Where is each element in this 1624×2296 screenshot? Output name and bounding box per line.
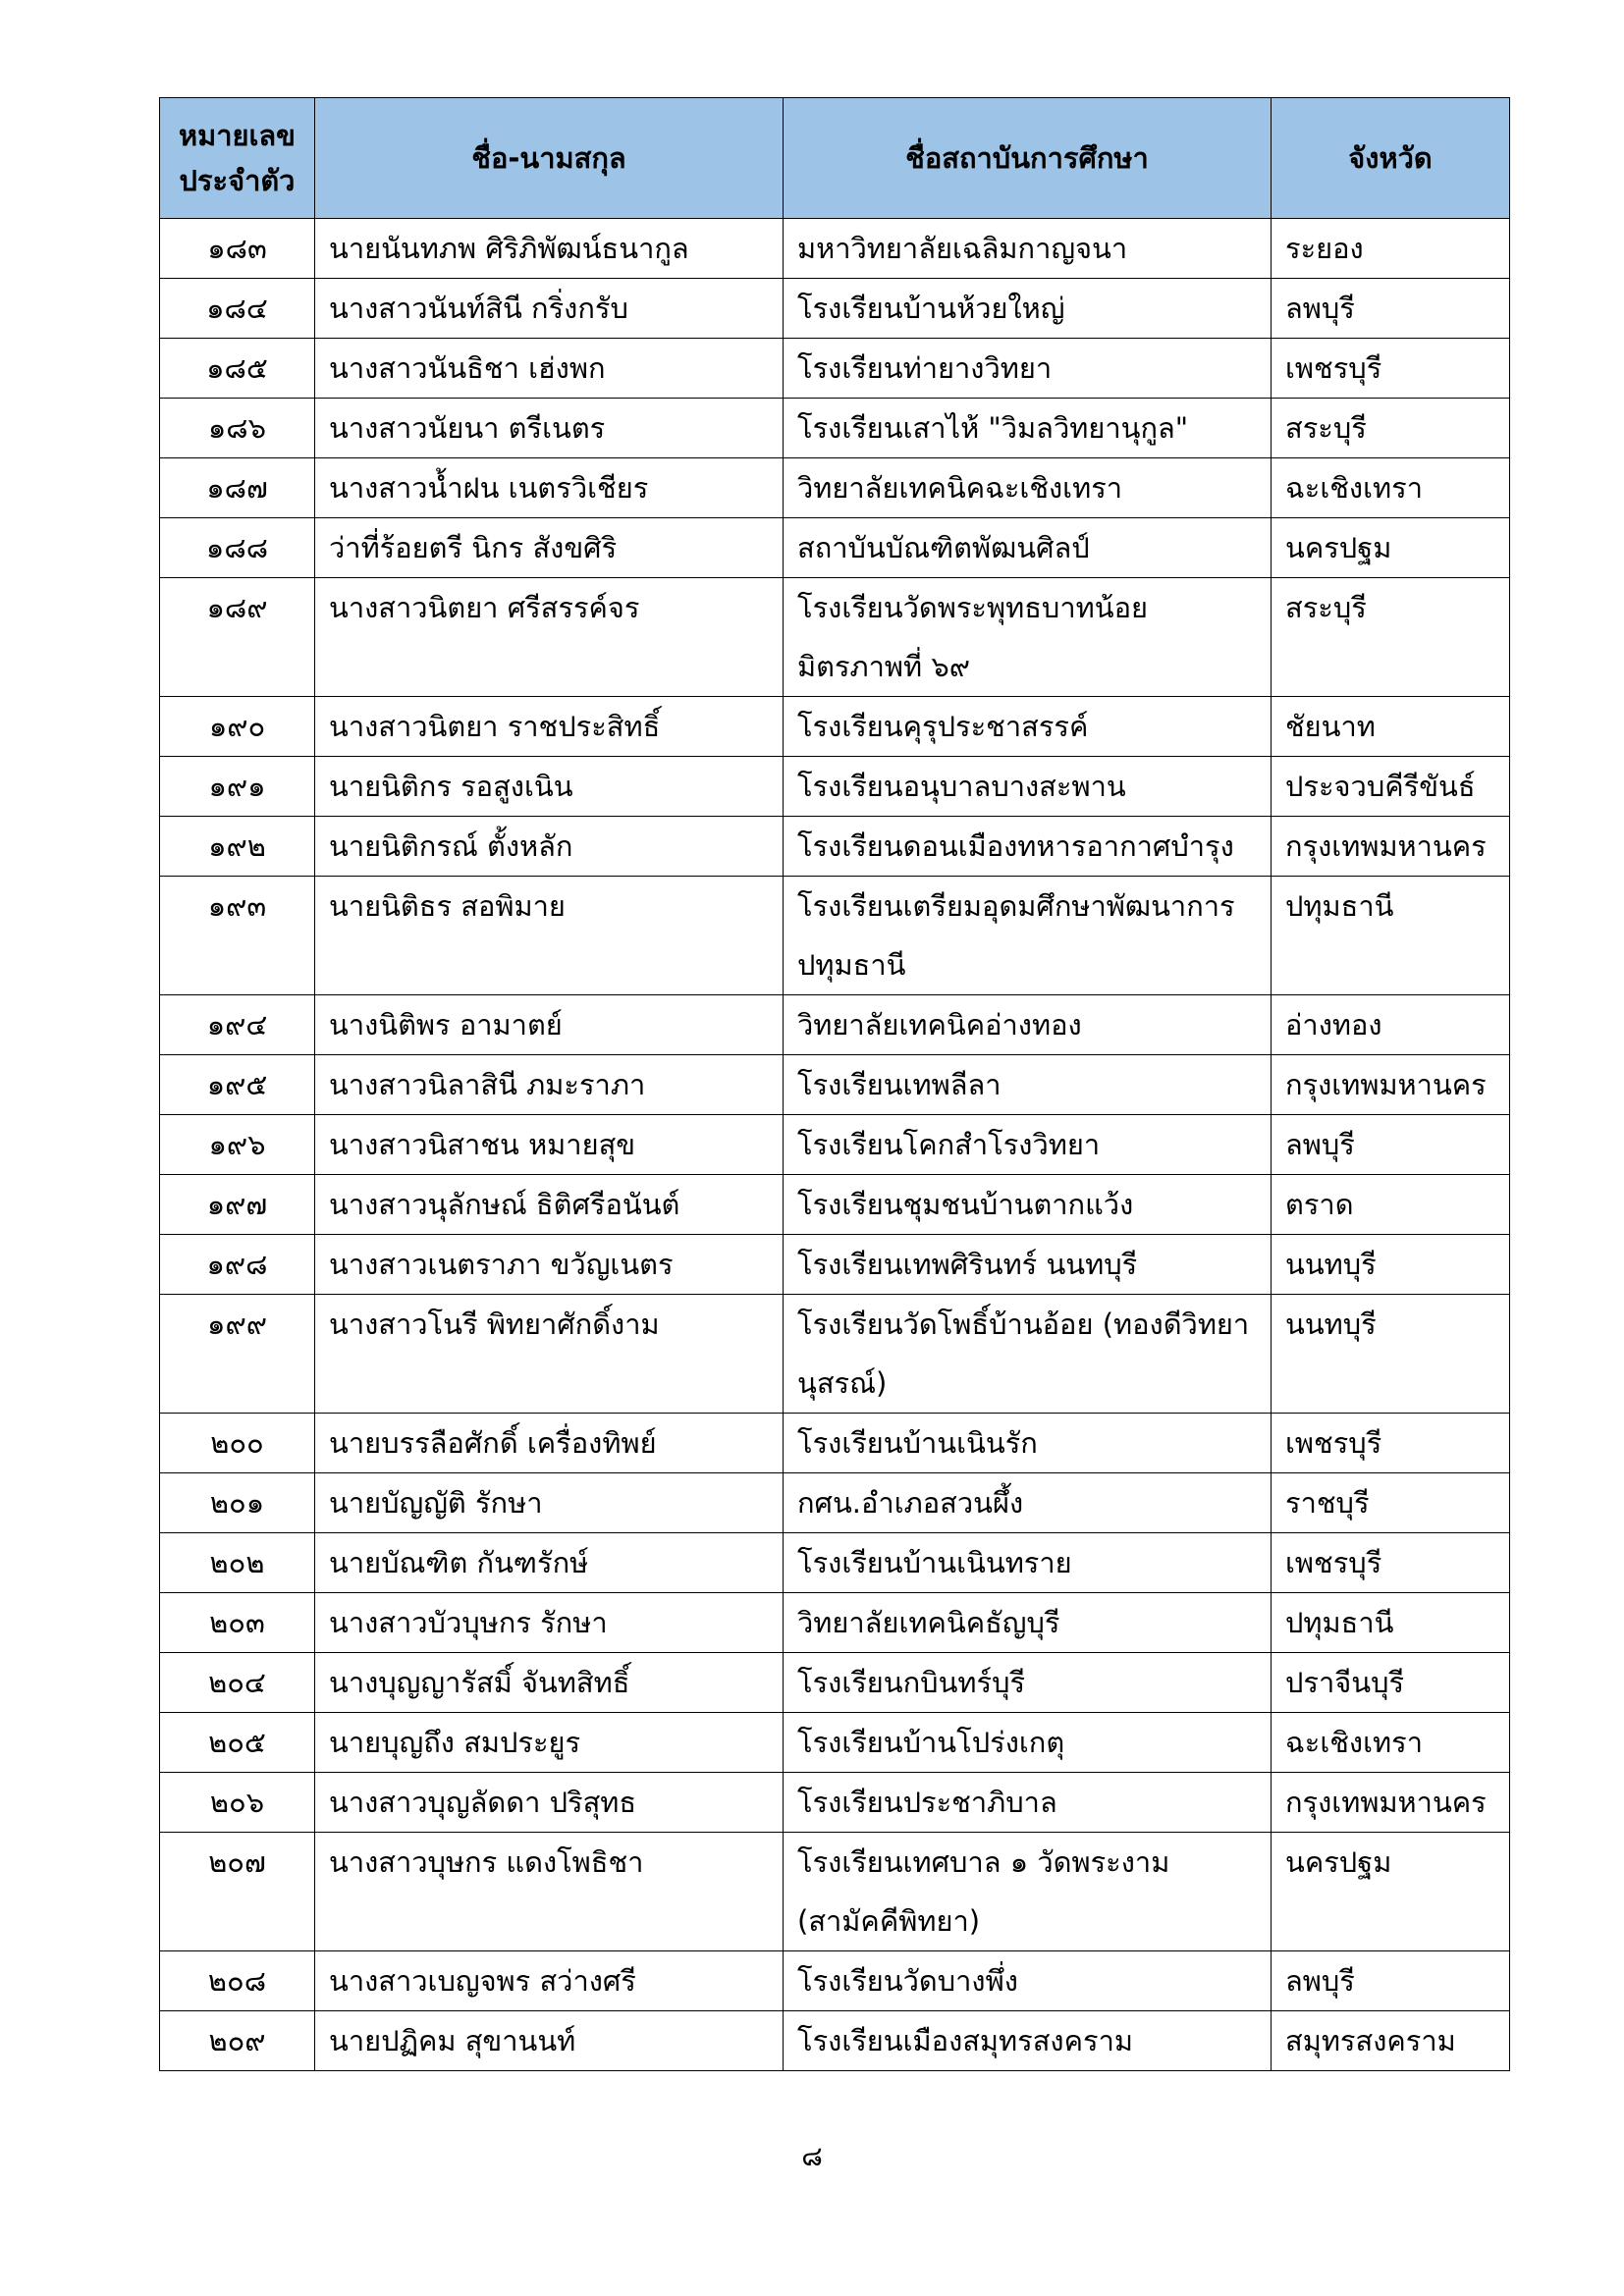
cell-full-name: นางสาวบุษกร แดงโพธิชา	[315, 1833, 784, 1951]
table-row	[160, 458, 1510, 518]
institution-line-1: โรงเรียนวัดโพธิ์บ้านอ้อย (ทองดีวิทยา	[797, 1308, 1250, 1341]
cell-id-number: ๑๙๖	[160, 1115, 315, 1175]
institution-line-1: โรงเรียนเทพศิรินทร์ นนทบุรี	[797, 1248, 1138, 1281]
table-row	[160, 1713, 1510, 1773]
table-row	[160, 399, 1510, 458]
institution-line-1: โรงเรียนคุรุประชาสรรค์	[797, 710, 1089, 743]
institution-line-1: โรงเรียนเทศบาล ๑ วัดพระงาม	[797, 1845, 1170, 1879]
cell-institution	[784, 1175, 1272, 1235]
table-row	[160, 518, 1510, 578]
cell-province: ปทุมธานี	[1272, 1593, 1510, 1653]
cell-province: สมุทรสงคราม	[1272, 2011, 1510, 2071]
cell-province: ลพบุรี	[1272, 279, 1510, 339]
header-institution: ชื่อสถาบันการศึกษา	[784, 98, 1272, 219]
cell-id-number: ๑๘๘	[160, 518, 315, 578]
cell-province: ระยอง	[1272, 219, 1510, 279]
cell-id-number: ๑๙๗	[160, 1175, 315, 1235]
cell-province: เพชรบุรี	[1272, 1533, 1510, 1593]
cell-id-number: ๒๐๙	[160, 2011, 315, 2071]
institution-line-1: โรงเรียนโคกสำโรงวิทยา	[797, 1128, 1101, 1161]
cell-full-name: นางสาวนิสาชน หมายสุข	[315, 1115, 784, 1175]
cell-institution	[784, 1414, 1272, 1473]
cell-full-name: นายนิติธร สอพิมาย	[315, 877, 784, 995]
cell-id-number: ๒๐๑	[160, 1473, 315, 1533]
table-row	[160, 817, 1510, 877]
cell-full-name: นายนันทภพ ศิริภิพัฒน์ธนากูล	[315, 219, 784, 279]
cell-province: เพชรบุรี	[1272, 1414, 1510, 1473]
institution-line-2: ปทุมธานี	[797, 948, 906, 982]
institution-line-2: มิตรภาพที่ ๖๙	[797, 650, 971, 683]
cell-province: อ่างทอง	[1272, 995, 1510, 1055]
institution-line-1: วิทยาลัยเทคนิคฉะเชิงเทรา	[797, 471, 1123, 505]
cell-full-name: นางสาวบัวบุษกร รักษา	[315, 1593, 784, 1653]
cell-province: ชัยนาท	[1272, 697, 1510, 757]
institution-line-1: โรงเรียนบ้านห้วยใหญ่	[797, 292, 1065, 325]
institution-line-1: โรงเรียนบ้านโปร่งเกตุ	[797, 1726, 1065, 1759]
institution-line-1: โรงเรียนบ้านเนินรัก	[797, 1426, 1038, 1460]
cell-full-name: นางสาวนิลาสินี ภมะราภา	[315, 1055, 784, 1115]
cell-full-name: ว่าที่ร้อยตรี นิกร สังขศิริ	[315, 518, 784, 578]
cell-institution	[784, 757, 1272, 817]
institution-line-1: โรงเรียนประชาภิบาล	[797, 1786, 1057, 1819]
table-row	[160, 1295, 1510, 1414]
cell-full-name: นางสาวเบญจพร สว่างศรี	[315, 1951, 784, 2011]
table-row	[160, 1115, 1510, 1175]
cell-id-number: ๑๙๕	[160, 1055, 315, 1115]
cell-institution	[784, 995, 1272, 1055]
table-row	[160, 578, 1510, 697]
table-row	[160, 1473, 1510, 1533]
cell-full-name: นายบัณฑิต กันฑรักษ์	[315, 1533, 784, 1593]
cell-full-name: นายปฏิคม สุขานนท์	[315, 2011, 784, 2071]
table-row	[160, 697, 1510, 757]
cell-institution	[784, 817, 1272, 877]
cell-full-name: นางสาวนันท์สินี กริ่งกรับ	[315, 279, 784, 339]
cell-institution	[784, 1295, 1272, 1414]
institution-line-1: สถาบันบัณฑิตพัฒนศิลป์	[797, 531, 1090, 564]
table-row	[160, 1773, 1510, 1833]
cell-id-number: ๑๘๔	[160, 279, 315, 339]
cell-province: สระบุรี	[1272, 399, 1510, 458]
page-number: ๘	[801, 2140, 823, 2172]
table-row	[160, 995, 1510, 1055]
cell-id-number: ๑๙๐	[160, 697, 315, 757]
cell-province: กรุงเทพมหานคร	[1272, 817, 1510, 877]
cell-province: ลพบุรี	[1272, 1951, 1510, 2011]
header-full-name: ชื่อ-นามสกุล	[315, 98, 784, 219]
cell-id-number: ๒๐๒	[160, 1533, 315, 1593]
cell-id-number: ๑๘๙	[160, 578, 315, 697]
institution-line-1: มหาวิทยาลัยเฉลิมกาญจนา	[797, 232, 1128, 265]
institution-line-1: โรงเรียนเทพลีลา	[797, 1068, 1001, 1101]
cell-institution	[784, 578, 1272, 697]
institution-line-1: โรงเรียนอนุบาลบางสะพาน	[797, 770, 1126, 803]
cell-id-number: ๒๐๘	[160, 1951, 315, 2011]
institution-line-1: โรงเรียนเมืองสมุทรสงคราม	[797, 2024, 1133, 2057]
cell-institution	[784, 877, 1272, 995]
institution-line-1: โรงเรียนเตรียมอุดมศึกษาพัฒนาการ	[797, 889, 1235, 923]
cell-full-name: นางสาวบุญลัดดา ปริสุทธ	[315, 1773, 784, 1833]
table-body	[160, 219, 1510, 2071]
cell-full-name: นางนิติพร อามาตย์	[315, 995, 784, 1055]
cell-institution	[784, 1951, 1272, 2011]
cell-id-number: ๒๐๗	[160, 1833, 315, 1951]
roster-table	[159, 97, 1510, 2071]
cell-full-name: นางสาวน้ำฝน เนตรวิเชียร	[315, 458, 784, 518]
header-id-number: หมายเลข ประจำตัว	[160, 98, 315, 219]
institution-line-2: นุสรณ์)	[797, 1366, 888, 1400]
table-row	[160, 1653, 1510, 1713]
table-row	[160, 1533, 1510, 1593]
cell-full-name: นางบุญญารัสมิ์ จันทสิทธิ์	[315, 1653, 784, 1713]
table-row	[160, 2011, 1510, 2071]
cell-province: นนทบุรี	[1272, 1295, 1510, 1414]
institution-line-1: โรงเรียนวัดพระพุทธบาทน้อย	[797, 591, 1148, 624]
cell-full-name: นายนิติกรณ์ ตั้งหลัก	[315, 817, 784, 877]
cell-province: สระบุรี	[1272, 578, 1510, 697]
cell-institution	[784, 1115, 1272, 1175]
cell-full-name: นางสาวนันธิชา เฮ่งพก	[315, 339, 784, 399]
cell-institution	[784, 1653, 1272, 1713]
cell-institution	[784, 1833, 1272, 1951]
institution-line-1: โรงเรียนท่ายางวิทยา	[797, 351, 1053, 385]
institution-line-1: โรงเรียนบ้านเนินทราย	[797, 1546, 1072, 1579]
cell-institution	[784, 1593, 1272, 1653]
cell-province: นครปฐม	[1272, 518, 1510, 578]
cell-province: นครปฐม	[1272, 1833, 1510, 1951]
table-row	[160, 339, 1510, 399]
cell-institution	[784, 2011, 1272, 2071]
cell-id-number: ๑๙๒	[160, 817, 315, 877]
cell-province: ลพบุรี	[1272, 1115, 1510, 1175]
institution-line-1: โรงเรียนเสาไห้ "วิมลวิทยานุกูล"	[797, 411, 1189, 445]
cell-institution	[784, 1235, 1272, 1295]
cell-province: ประจวบคีรีขันธ์	[1272, 757, 1510, 817]
cell-id-number: ๑๘๖	[160, 399, 315, 458]
table-row	[160, 219, 1510, 279]
cell-id-number: ๑๘๗	[160, 458, 315, 518]
cell-full-name: นางสาวนุลักษณ์ ธิติศรีอนันต์	[315, 1175, 784, 1235]
cell-id-number: ๒๐๔	[160, 1653, 315, 1713]
institution-line-2: (สามัคคีพิทยา)	[797, 1904, 981, 1938]
cell-full-name: นายนิติกร รอสูงเนิน	[315, 757, 784, 817]
cell-full-name: นายบุญถึง สมประยูร	[315, 1713, 784, 1773]
institution-line-1: โรงเรียนวัดบางพึ่ง	[797, 1964, 1018, 1998]
table-row	[160, 1055, 1510, 1115]
cell-id-number: ๑๙๓	[160, 877, 315, 995]
cell-institution	[784, 1533, 1272, 1593]
cell-institution	[784, 1055, 1272, 1115]
cell-institution	[784, 518, 1272, 578]
cell-province: กรุงเทพมหานคร	[1272, 1773, 1510, 1833]
table-row	[160, 1951, 1510, 2011]
cell-id-number: ๒๐๖	[160, 1773, 315, 1833]
cell-full-name: นางสาวนิตยา ศรีสรรค์จร	[315, 578, 784, 697]
cell-institution	[784, 1473, 1272, 1533]
cell-full-name: นางสาวเนตราภา ขวัญเนตร	[315, 1235, 784, 1295]
institution-line-1: กศน.อำเภอสวนผึ้ง	[797, 1486, 1024, 1520]
cell-province: ราชบุรี	[1272, 1473, 1510, 1533]
cell-province: ปราจีนบุรี	[1272, 1653, 1510, 1713]
cell-institution	[784, 697, 1272, 757]
cell-id-number: ๑๘๓	[160, 219, 315, 279]
cell-full-name: นายบัญญัติ รักษา	[315, 1473, 784, 1533]
cell-institution	[784, 1713, 1272, 1773]
cell-id-number: ๑๙๙	[160, 1295, 315, 1414]
table-row	[160, 877, 1510, 995]
table-row	[160, 757, 1510, 817]
cell-institution	[784, 219, 1272, 279]
institution-line-1: โรงเรียนดอนเมืองทหารอากาศบำรุง	[797, 829, 1234, 863]
cell-id-number: ๑๙๑	[160, 757, 315, 817]
cell-full-name: นางสาวนัยนา ตรีเนตร	[315, 399, 784, 458]
cell-full-name: นางสาวนิตยา ราชประสิทธิ์	[315, 697, 784, 757]
cell-institution	[784, 279, 1272, 339]
cell-id-number: ๑๙๘	[160, 1235, 315, 1295]
cell-institution	[784, 339, 1272, 399]
cell-id-number: ๑๙๔	[160, 995, 315, 1055]
cell-institution	[784, 1773, 1272, 1833]
table-row	[160, 1833, 1510, 1951]
cell-province: นนทบุรี	[1272, 1235, 1510, 1295]
cell-province: ตราด	[1272, 1175, 1510, 1235]
cell-id-number: ๒๐๐	[160, 1414, 315, 1473]
header-province: จังหวัด	[1272, 98, 1510, 219]
table-header-row	[160, 98, 1510, 219]
cell-full-name: นางสาวโนรี พิทยาศักดิ์งาม	[315, 1295, 784, 1414]
cell-id-number: ๑๘๕	[160, 339, 315, 399]
table-row	[160, 1175, 1510, 1235]
institution-line-1: โรงเรียนชุมชนบ้านตากแว้ง	[797, 1188, 1134, 1221]
table-row	[160, 1593, 1510, 1653]
cell-province: เพชรบุรี	[1272, 339, 1510, 399]
institution-line-1: วิทยาลัยเทคนิคธัญบุรี	[797, 1606, 1060, 1639]
cell-province: ปทุมธานี	[1272, 877, 1510, 995]
cell-province: ฉะเชิงเทรา	[1272, 458, 1510, 518]
institution-line-1: โรงเรียนกบินทร์บุรี	[797, 1666, 1026, 1699]
cell-province: ฉะเชิงเทรา	[1272, 1713, 1510, 1773]
cell-full-name: นายบรรลือศักดิ์ เครื่องทิพย์	[315, 1414, 784, 1473]
cell-institution	[784, 458, 1272, 518]
table-row	[160, 1235, 1510, 1295]
cell-institution	[784, 399, 1272, 458]
table-row	[160, 1414, 1510, 1473]
cell-id-number: ๒๐๕	[160, 1713, 315, 1773]
cell-id-number: ๒๐๓	[160, 1593, 315, 1653]
cell-province: กรุงเทพมหานคร	[1272, 1055, 1510, 1115]
table-row	[160, 279, 1510, 339]
institution-line-1: วิทยาลัยเทคนิคอ่างทอง	[797, 1008, 1082, 1041]
